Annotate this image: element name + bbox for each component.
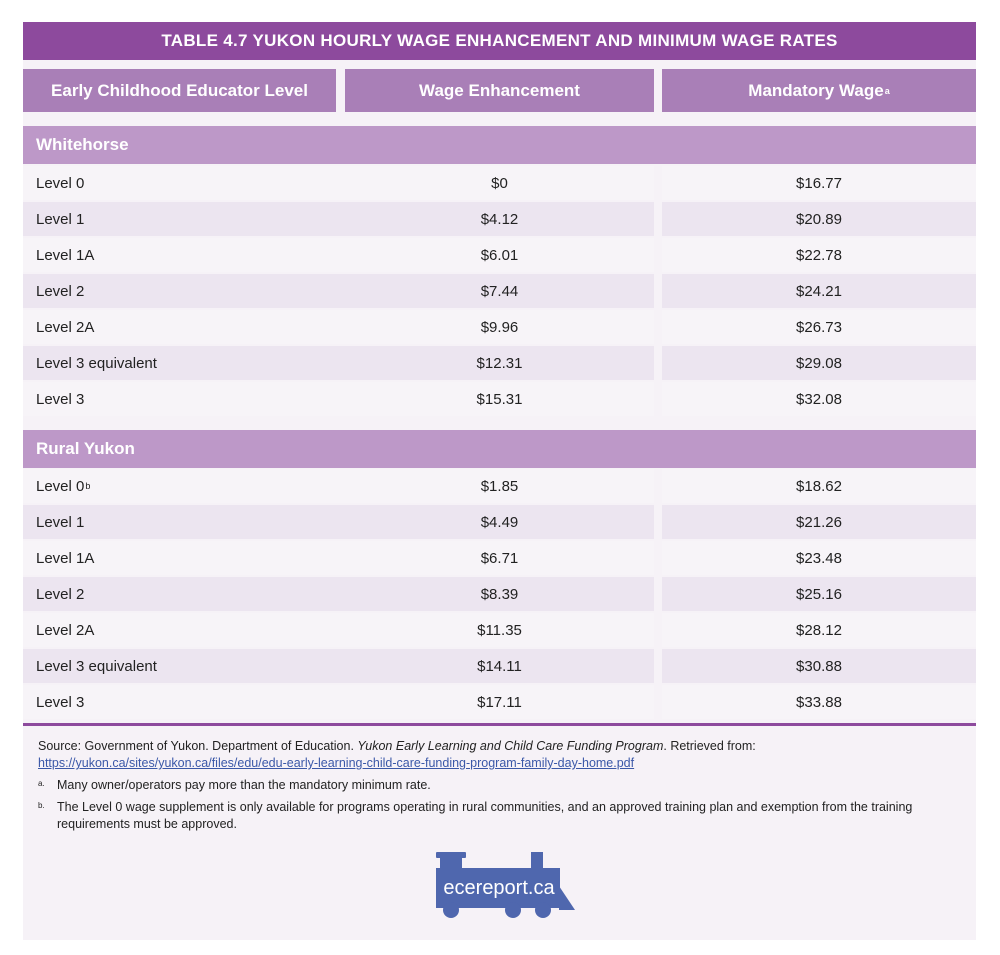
column-header-mandatory [662,69,976,112]
cell-level [23,382,349,416]
cell-level [23,649,349,683]
column-header-enhancement [345,69,654,112]
cell-mandatory-wage: $30.88 [662,649,976,683]
cell-level [23,238,349,272]
cell-level [23,613,349,647]
cell-level [23,346,349,380]
ecereport-logo[interactable] [433,852,575,920]
source-middle: . Retrieved from: [663,739,756,753]
cell-level [23,541,349,575]
cell-level [23,685,349,719]
source-link[interactable]: https://yukon.ca/sites/yukon.ca/files/edu/edu-early-learning-child-care-funding-program-family-day-home.pdf [38,756,635,770]
footnote-marker: a [884,85,890,96]
table-row [23,684,976,720]
cell-wage-enhancement: $6.01 [345,238,654,272]
table-row [23,504,976,540]
cell-mandatory-wage: $29.08 [662,346,976,380]
cell-wage-enhancement: $15.31 [345,382,654,416]
cell-level [23,310,349,344]
footnote-a [38,777,968,794]
cell-wage-enhancement: $9.96 [345,310,654,344]
column-header-enhancement-label: Wage Enhancement [419,80,580,100]
footnote-b-text: The Level 0 wage supplement is only available for programs operating in rural communities, and an approved training plan and exemption from the training requirements must be approved. [57,800,913,831]
cell-level-text: Level 3 equivalent [36,354,157,372]
cell-wage-enhancement: $1.85 [345,469,654,503]
column-header-level-label: Early Childhood Educator Level [51,80,308,100]
cell-wage-enhancement: $12.31 [345,346,654,380]
cell-level-text: Level 1A [36,246,95,264]
cell-mandatory-wage: $16.77 [662,166,976,200]
table-row [23,273,976,309]
logo-text: ecereport.ca [443,877,555,899]
table-row [23,540,976,576]
cell-wage-enhancement: $4.49 [345,505,654,539]
table-row [23,237,976,273]
cell-level-text: Level 2A [36,318,95,336]
footnote-marker: b [85,481,91,491]
section-header-rural-yukon: Rural Yukon [23,430,976,468]
footnote-b [38,799,968,833]
cell-mandatory-wage: $33.88 [662,685,976,719]
cell-wage-enhancement: $7.44 [345,274,654,308]
cell-level-text: Level 2A [36,621,95,639]
table-title: TABLE 4.7 YUKON HOURLY WAGE ENHANCEMENT AND MINIMUM WAGE RATES [23,22,976,60]
cell-mandatory-wage: $32.08 [662,382,976,416]
cell-level [23,166,349,200]
column-header-mandatory-label: Mandatory Wage [748,80,884,100]
whitehorse-rows [23,165,976,417]
cell-level-text: Level 1 [36,513,85,531]
cell-level-text: Level 2 [36,282,85,300]
table-row [23,381,976,417]
cell-wage-enhancement: $8.39 [345,577,654,611]
cell-level-text: Level 3 [36,390,85,408]
table-row [23,309,976,345]
footnote-a-text: Many owner/operators pay more than the mandatory minimum rate. [57,778,431,792]
cell-level [23,274,349,308]
table-row [23,468,976,504]
source-title: Yukon Early Learning and Child Care Funding Program [357,739,664,753]
column-header-level [23,69,336,112]
table-row [23,165,976,201]
cell-wage-enhancement: $4.12 [345,202,654,236]
footnote-a-marker: a. [38,779,45,788]
table-row [23,345,976,381]
cell-level-text: Level 1 [36,210,85,228]
table-bottom-rule [23,723,976,726]
cell-level [23,202,349,236]
cell-level-text: Level 0 [36,174,85,192]
cell-wage-enhancement: $0 [345,166,654,200]
cell-wage-enhancement: $6.71 [345,541,654,575]
cell-level [23,577,349,611]
source-prefix: Source: Government of Yukon. Department of Education. [38,739,358,753]
cell-mandatory-wage: $24.21 [662,274,976,308]
table-row [23,201,976,237]
cell-mandatory-wage: $28.12 [662,613,976,647]
cell-level-text: Level 1A [36,549,95,567]
cell-mandatory-wage: $23.48 [662,541,976,575]
table-notes [38,738,968,838]
footnote-b-marker: b. [38,801,45,810]
cell-mandatory-wage: $18.62 [662,469,976,503]
cell-level-text: Level 3 equivalent [36,657,157,675]
rural-yukon-rows [23,468,976,720]
cell-level-text: Level 3 [36,693,85,711]
cell-level-text: Level 0 [36,477,85,495]
table-row [23,648,976,684]
cell-wage-enhancement: $17.11 [345,685,654,719]
cell-wage-enhancement: $14.11 [345,649,654,683]
cell-mandatory-wage: $26.73 [662,310,976,344]
cell-mandatory-wage: $20.89 [662,202,976,236]
table-row [23,576,976,612]
cell-level [23,505,349,539]
cell-mandatory-wage: $25.16 [662,577,976,611]
cell-mandatory-wage: $21.26 [662,505,976,539]
cell-wage-enhancement: $11.35 [345,613,654,647]
cell-level-text: Level 2 [36,585,85,603]
section-header-whitehorse: Whitehorse [23,126,976,164]
table-row [23,612,976,648]
cell-mandatory-wage: $22.78 [662,238,976,272]
source-citation [38,738,968,772]
cell-level [23,469,349,503]
